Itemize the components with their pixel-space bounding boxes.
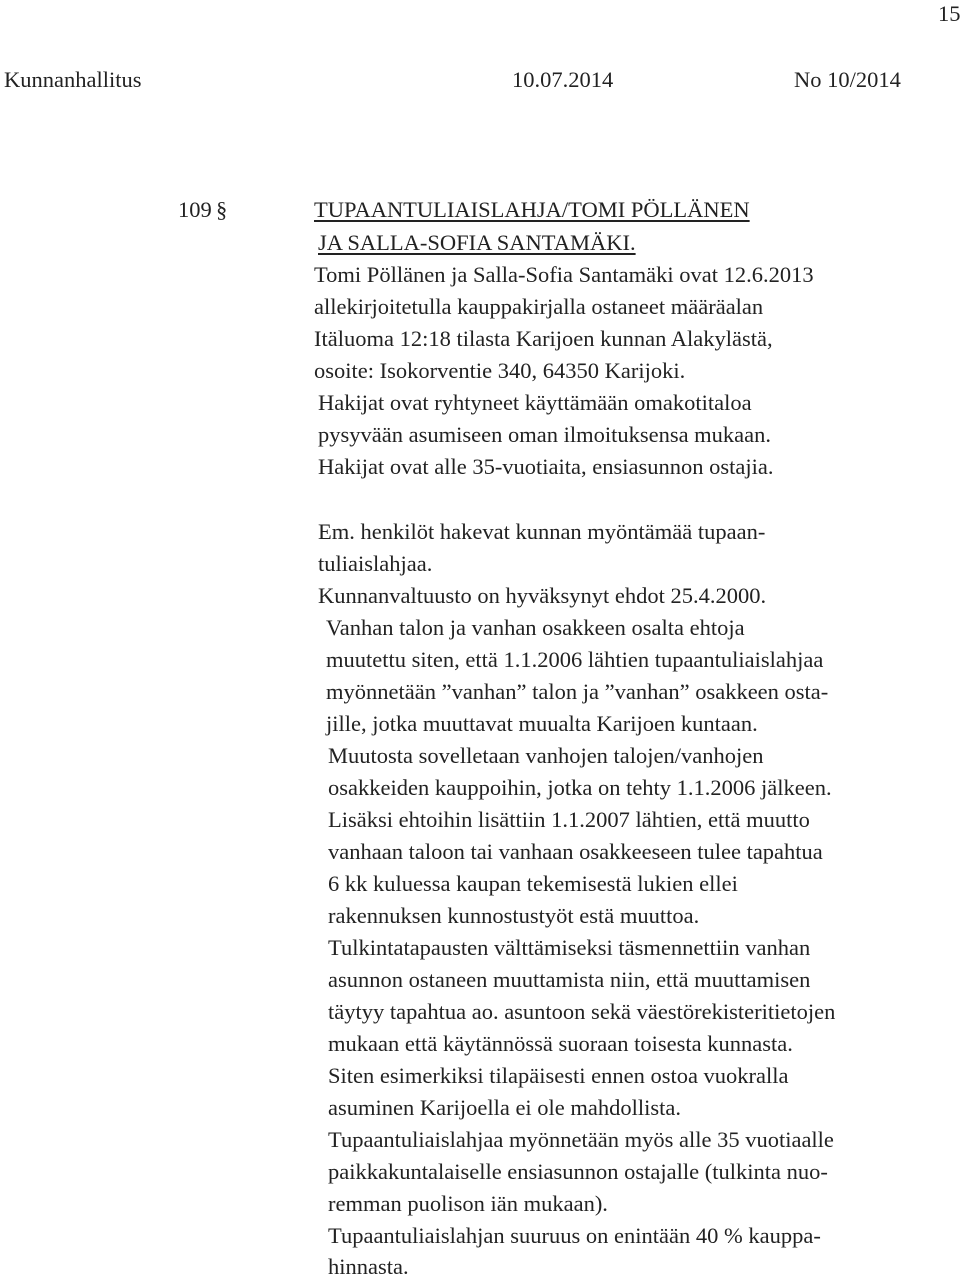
body-line: Tupaantuliaislahjan suuruus on enintään 40 % kauppa- [328,1223,821,1248]
body-line: muutettu siten, että 1.1.2006 lähtien tupaantuliaislahjaa [326,647,824,672]
body-line: Siten esimerkiksi tilapäisesti ennen ostoa vuokralla [328,1063,789,1088]
body-line: rakennuksen kunnostustyöt estä muuttoa. [328,903,700,928]
body-line: tuliaislahjaa. [318,551,433,576]
body-line: Em. henkilöt hakevat kunnan myöntämää tupaan- [318,519,766,544]
body-line: asuminen Karijoella ei ole mahdollista. [328,1095,682,1120]
body-line: 6 kk kuluessa kaupan tekemisestä lukien ellei [328,871,738,896]
body-line: Tulkintatapausten välttämiseksi täsmennettiin vanhan [328,935,811,960]
header-meeting-number: No 10/2014 [794,67,901,92]
body-line: vanhaan taloon tai vanhaan osakkeeseen tulee tapahtua [328,839,823,864]
section-title-line: JA SALLA-SOFIA SANTAMÄKI. [318,230,636,255]
body-line: hinnasta. [328,1254,409,1279]
body-line: Kunnanvaltuusto on hyväksynyt ehdot 25.4.2000. [318,583,767,608]
body-line: Lisäksi ehtoihin lisättiin 1.1.2007 lähtien, että muutto [328,807,810,832]
section-number: 109 [178,197,212,222]
body-line: Itäluoma 12:18 tilasta Karijoen kunnan Alakylästä, [314,326,773,351]
body-line: Vanhan talon ja vanhan osakkeen osalta ehtoja [326,615,745,640]
body-line: osoite: Isokorventie 340, 64350 Karijoki. [314,358,686,383]
section-sign: § [216,197,228,222]
body-line: osakkeiden kauppoihin, jotka on tehty 1.1.2006 jälkeen. [328,775,832,800]
body-line: täytyy tapahtua ao. asuntoon sekä väestörekisteritietojen [328,999,836,1024]
body-line: remman puolison iän mukaan). [328,1191,608,1216]
body-line: pysyvään asumiseen oman ilmoituksensa mukaan. [318,422,772,447]
body-line: allekirjoitetulla kauppakirjalla ostaneet määräalan [314,294,764,319]
body-line: myönnetään ”vanhan” talon ja ”vanhan” osakkeen osta- [326,679,829,704]
body-line: mukaan että käytännössä suoraan toisesta kunnasta. [328,1031,793,1056]
body-line: Muutosta sovelletaan vanhojen talojen/vanhojen [328,743,764,768]
body-line: Hakijat ovat alle 35-vuotiaita, ensiasunnon ostajia. [318,454,774,479]
header-date: 10.07.2014 [512,67,614,92]
body-line: jille, jotka muuttavat muualta Karijoen kuntaan. [326,711,758,736]
page-number: 15 [938,1,960,26]
section-title-line: TUPAANTULIAISLAHJA/TOMI PÖLLÄNEN [314,197,750,222]
body-line: paikkakuntalaiselle ensiasunnon ostajalle (tulkinta nuo- [328,1159,828,1184]
body-line: Tomi Pöllänen ja Salla-Sofia Santamäki ovat 12.6.2013 [314,262,814,287]
body-line: asunnon ostaneen muuttamista niin, että muuttamisen [328,967,811,992]
body-line: Hakijat ovat ryhtyneet käyttämään omakotitaloa [318,390,752,415]
body-line: Tupaantuliaislahjaa myönnetään myös alle 35 vuotiaalle [328,1127,834,1152]
header-organization: Kunnanhallitus [4,67,142,92]
